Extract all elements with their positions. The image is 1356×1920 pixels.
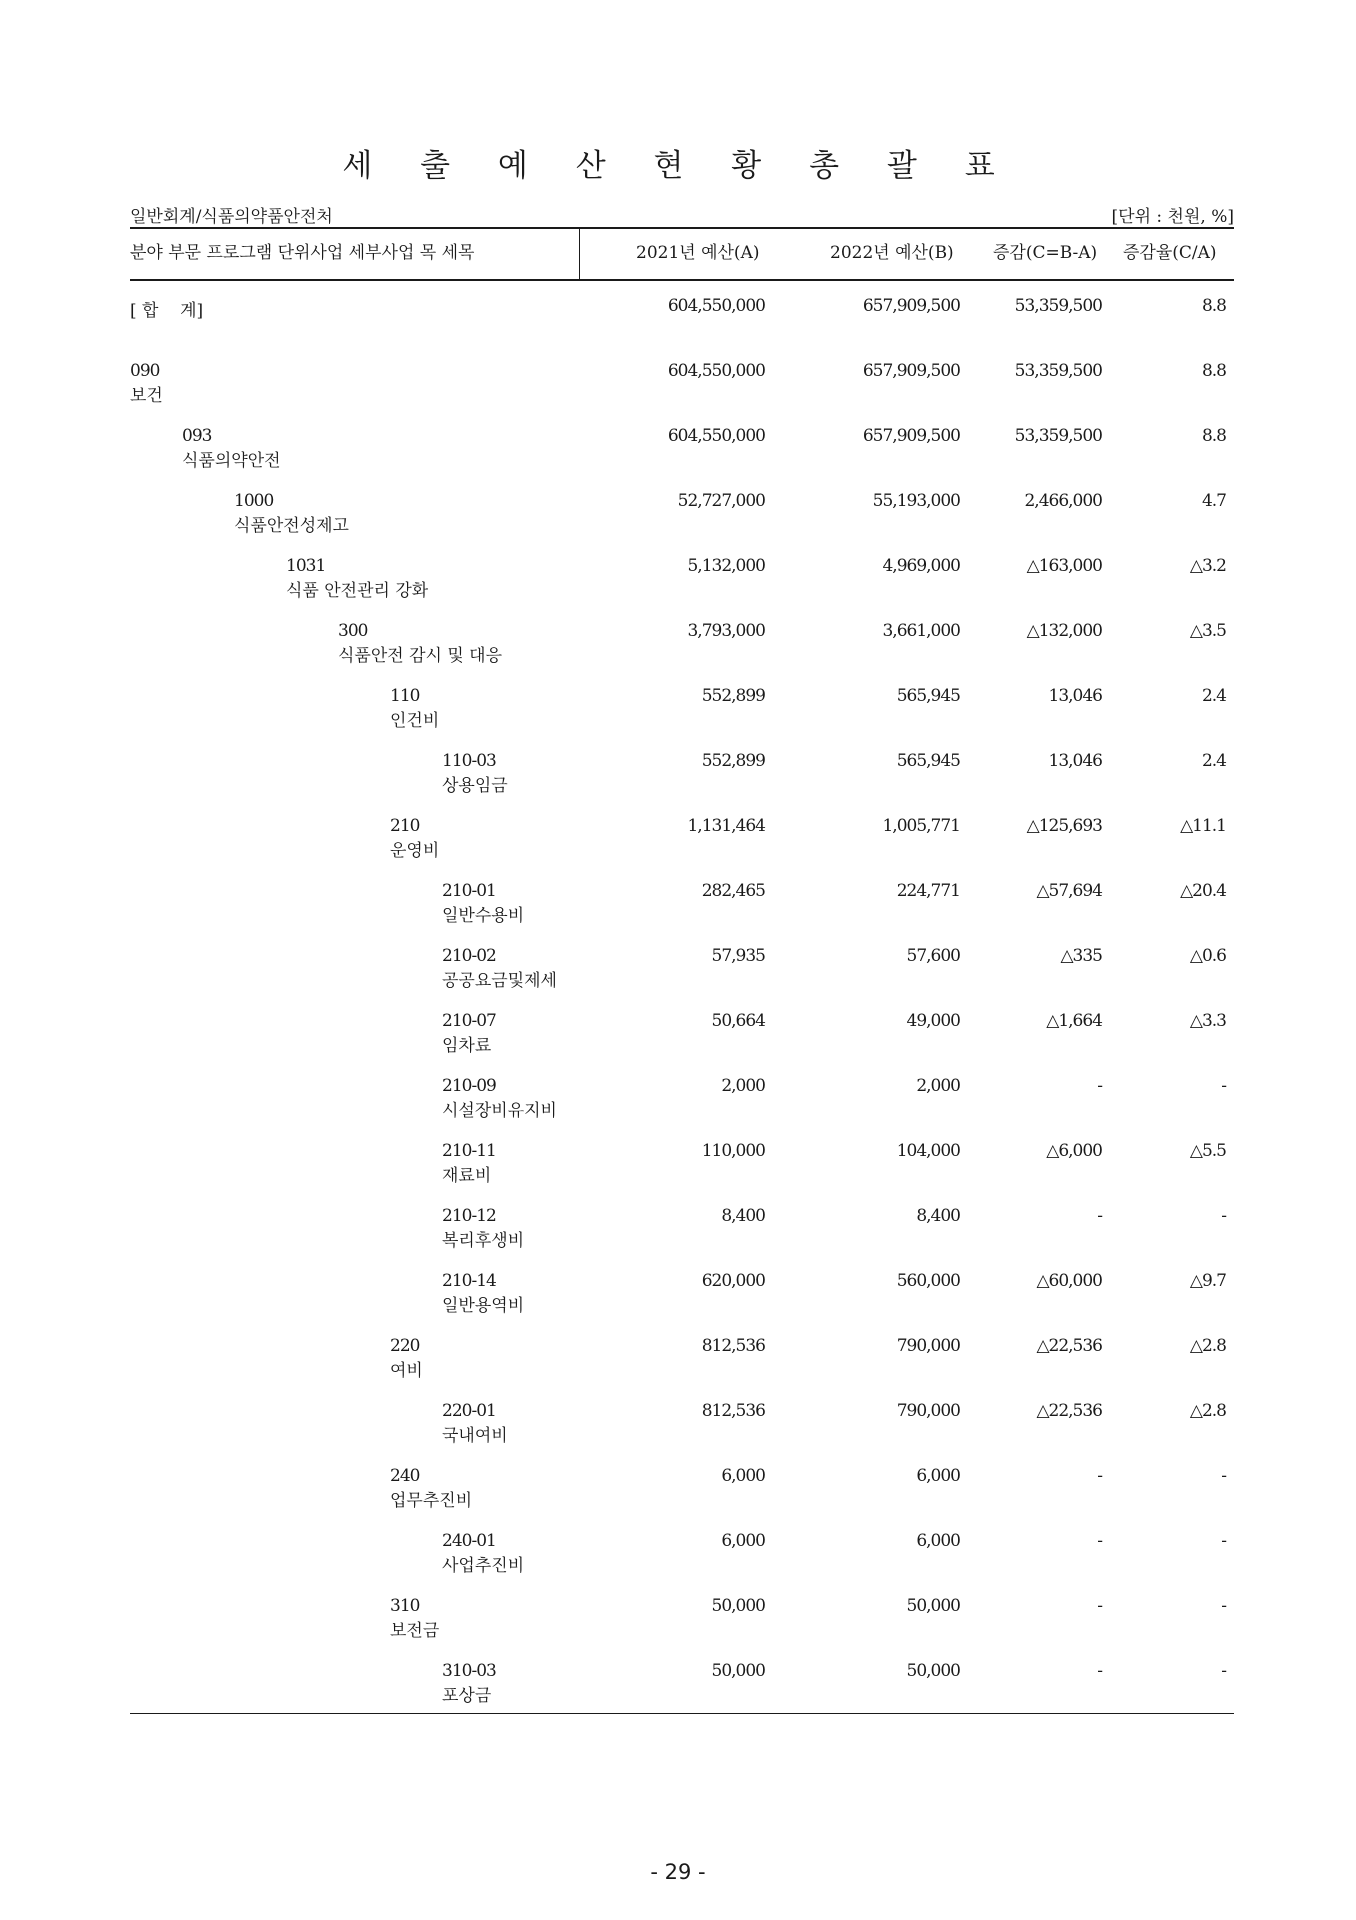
header-budget-2022: 2022년 예산(B) xyxy=(830,243,954,263)
table-row xyxy=(0,1466,1356,1526)
row-budget-2021: 52,727,000 xyxy=(677,491,765,511)
row-code: 093 xyxy=(182,426,212,446)
row-change: △1,664 xyxy=(1046,1011,1102,1031)
row-name: 식품의약안전 xyxy=(182,451,281,471)
table-row xyxy=(0,751,1356,811)
row-change-rate: - xyxy=(1221,1466,1226,1486)
row-name: 인건비 xyxy=(390,711,440,731)
row-code: 210-02 xyxy=(442,946,496,966)
row-change: △125,693 xyxy=(1026,816,1102,836)
row-budget-2021: 604,550,000 xyxy=(667,426,765,446)
row-budget-2021: 552,899 xyxy=(701,751,765,771)
row-name: 운영비 xyxy=(390,841,440,861)
row-code: 240-01 xyxy=(442,1531,496,1551)
row-budget-2022: 49,000 xyxy=(906,1011,960,1031)
header-budget-2021: 2021년 예산(A) xyxy=(636,243,760,263)
table-row xyxy=(0,1336,1356,1396)
unit-label: [단위 : 천원, %] xyxy=(1111,207,1234,227)
row-budget-2021: 552,899 xyxy=(701,686,765,706)
row-change: △60,000 xyxy=(1036,1271,1102,1291)
table-row xyxy=(0,946,1356,1006)
header-change: 증감(C=B-A) xyxy=(993,243,1098,263)
row-change: 13,046 xyxy=(1048,751,1102,771)
row-name: 국내여비 xyxy=(442,1426,508,1446)
table-row xyxy=(0,1271,1356,1331)
row-budget-2022: 6,000 xyxy=(916,1531,960,1551)
total-label: [ 합 계] xyxy=(130,301,204,321)
row-change-rate: △3.5 xyxy=(1189,621,1226,641)
row-name: 식품 안전관리 강화 xyxy=(286,581,429,601)
row-change: △335 xyxy=(1060,946,1102,966)
row-budget-2022: 565,945 xyxy=(896,751,960,771)
row-budget-2022: 57,600 xyxy=(906,946,960,966)
row-name: 공공요금및제세 xyxy=(442,971,557,991)
row-budget-2021: 50,664 xyxy=(711,1011,765,1031)
row-change: 53,359,500 xyxy=(1014,426,1102,446)
row-change-rate: - xyxy=(1221,1661,1226,1681)
header-category: 분야 부문 프로그램 단위사업 세부사업 목 세목 xyxy=(130,243,475,263)
row-code: 240 xyxy=(390,1466,420,1486)
row-budget-2021: 812,536 xyxy=(701,1336,765,1356)
row-change: - xyxy=(1097,1076,1102,1096)
row-budget-2022: 6,000 xyxy=(916,1466,960,1486)
header-change-rate: 증감율(C/A) xyxy=(1123,243,1217,263)
row-name: 보건 xyxy=(130,386,163,406)
row-change-rate: 8.8 xyxy=(1201,426,1226,446)
row-code: 210-14 xyxy=(442,1271,496,1291)
row-budget-2021: 6,000 xyxy=(721,1466,765,1486)
row-change-rate: △0.6 xyxy=(1189,946,1226,966)
row-budget-2021: 604,550,000 xyxy=(667,361,765,381)
table-row xyxy=(0,881,1356,941)
row-budget-2022: 50,000 xyxy=(906,1596,960,1616)
row-change-rate: 4.7 xyxy=(1201,491,1226,511)
total-change: 53,359,500 xyxy=(1014,296,1102,316)
row-change: - xyxy=(1097,1206,1102,1226)
row-budget-2022: 560,000 xyxy=(896,1271,960,1291)
row-name: 일반수용비 xyxy=(442,906,525,926)
row-name: 상용임금 xyxy=(442,776,508,796)
row-change: - xyxy=(1097,1531,1102,1551)
row-budget-2022: 3,661,000 xyxy=(882,621,960,641)
row-budget-2022: 657,909,500 xyxy=(862,426,960,446)
row-change-rate: △2.8 xyxy=(1189,1336,1226,1356)
row-budget-2022: 565,945 xyxy=(896,686,960,706)
table-row xyxy=(0,621,1356,681)
row-budget-2022: 4,969,000 xyxy=(882,556,960,576)
row-budget-2021: 812,536 xyxy=(701,1401,765,1421)
header-bottom-rule xyxy=(130,279,1234,281)
row-budget-2022: 50,000 xyxy=(906,1661,960,1681)
row-budget-2022: 8,400 xyxy=(916,1206,960,1226)
row-code: 210-09 xyxy=(442,1076,496,1096)
row-name: 포상금 xyxy=(442,1686,492,1706)
account-label: 일반회계/식품의약품안전처 xyxy=(130,207,333,227)
row-change-rate: - xyxy=(1221,1076,1226,1096)
table-row xyxy=(0,686,1356,746)
row-change: 2,466,000 xyxy=(1024,491,1102,511)
total-budget-2021: 604,550,000 xyxy=(667,296,765,316)
row-change: △22,536 xyxy=(1036,1336,1102,1356)
page-number: - 29 - xyxy=(650,1860,706,1884)
table-row xyxy=(0,361,1356,421)
row-budget-2021: 1,131,464 xyxy=(687,816,765,836)
row-change: - xyxy=(1097,1596,1102,1616)
row-change: - xyxy=(1097,1661,1102,1681)
row-budget-2021: 57,935 xyxy=(711,946,765,966)
total-budget-2022: 657,909,500 xyxy=(862,296,960,316)
row-code: 210 xyxy=(390,816,420,836)
row-budget-2021: 5,132,000 xyxy=(687,556,765,576)
row-change: 53,359,500 xyxy=(1014,361,1102,381)
table-row xyxy=(0,426,1356,486)
row-change: △163,000 xyxy=(1026,556,1102,576)
row-budget-2022: 657,909,500 xyxy=(862,361,960,381)
row-name: 보전금 xyxy=(390,1621,440,1641)
row-budget-2021: 282,465 xyxy=(701,881,765,901)
table-row xyxy=(0,1011,1356,1071)
row-code: 1000 xyxy=(234,491,274,511)
row-name: 식품안전성제고 xyxy=(234,516,349,536)
row-budget-2022: 1,005,771 xyxy=(882,816,960,836)
row-change-rate: △5.5 xyxy=(1189,1141,1226,1161)
table-row xyxy=(0,1596,1356,1656)
row-change: △132,000 xyxy=(1026,621,1102,641)
row-budget-2021: 3,793,000 xyxy=(687,621,765,641)
table-bottom-rule xyxy=(130,1713,1234,1714)
row-change-rate: △11.1 xyxy=(1180,816,1226,836)
row-name: 업무추진비 xyxy=(390,1491,473,1511)
table-row xyxy=(0,491,1356,551)
page-title: 세 출 예 산 현 황 총 괄 표 xyxy=(342,148,1014,184)
row-code: 1031 xyxy=(286,556,326,576)
row-name: 일반용역비 xyxy=(442,1296,525,1316)
row-budget-2021: 110,000 xyxy=(701,1141,765,1161)
table-row xyxy=(0,816,1356,876)
row-change: 13,046 xyxy=(1048,686,1102,706)
row-code: 090 xyxy=(130,361,160,381)
row-change: - xyxy=(1097,1466,1102,1486)
row-name: 재료비 xyxy=(442,1166,492,1186)
row-code: 210-07 xyxy=(442,1011,496,1031)
row-budget-2021: 6,000 xyxy=(721,1531,765,1551)
total-rate: 8.8 xyxy=(1201,296,1226,316)
row-budget-2022: 55,193,000 xyxy=(872,491,960,511)
table-row xyxy=(0,1206,1356,1266)
table-row xyxy=(0,1141,1356,1201)
table-row xyxy=(0,556,1356,616)
row-change-rate: △3.3 xyxy=(1189,1011,1226,1031)
row-change-rate: △3.2 xyxy=(1189,556,1226,576)
row-code: 220 xyxy=(390,1336,420,1356)
table-row xyxy=(0,1531,1356,1591)
row-name: 시설장비유지비 xyxy=(442,1101,557,1121)
row-code: 300 xyxy=(338,621,368,641)
row-name: 사업추진비 xyxy=(442,1556,525,1576)
header-divider xyxy=(579,228,580,279)
row-budget-2021: 8,400 xyxy=(721,1206,765,1226)
table-row xyxy=(0,1401,1356,1461)
row-name: 여비 xyxy=(390,1361,423,1381)
row-budget-2021: 2,000 xyxy=(721,1076,765,1096)
row-budget-2021: 620,000 xyxy=(701,1271,765,1291)
row-budget-2021: 50,000 xyxy=(711,1661,765,1681)
row-change-rate: 2.4 xyxy=(1201,751,1226,771)
row-code: 310-03 xyxy=(442,1661,496,1681)
row-change-rate: 8.8 xyxy=(1201,361,1226,381)
row-change-rate: - xyxy=(1221,1206,1226,1226)
row-change-rate: - xyxy=(1221,1596,1226,1616)
row-code: 210-11 xyxy=(442,1141,496,1161)
row-change-rate: 2.4 xyxy=(1201,686,1226,706)
row-code: 210-12 xyxy=(442,1206,496,1226)
row-change: △57,694 xyxy=(1036,881,1102,901)
row-budget-2022: 104,000 xyxy=(896,1141,960,1161)
row-budget-2022: 2,000 xyxy=(916,1076,960,1096)
row-change-rate: △2.8 xyxy=(1189,1401,1226,1421)
row-budget-2021: 50,000 xyxy=(711,1596,765,1616)
row-change-rate: △20.4 xyxy=(1180,881,1226,901)
row-budget-2022: 224,771 xyxy=(896,881,960,901)
row-change: △22,536 xyxy=(1036,1401,1102,1421)
row-code: 310 xyxy=(390,1596,420,1616)
header-top-rule xyxy=(130,227,1234,229)
row-code: 110 xyxy=(390,686,420,706)
row-budget-2022: 790,000 xyxy=(896,1401,960,1421)
row-code: 210-01 xyxy=(442,881,496,901)
row-budget-2022: 790,000 xyxy=(896,1336,960,1356)
row-code: 110-03 xyxy=(442,751,496,771)
total-row xyxy=(0,296,1356,356)
row-change-rate: - xyxy=(1221,1531,1226,1551)
row-change: △6,000 xyxy=(1046,1141,1102,1161)
row-code: 220-01 xyxy=(442,1401,496,1421)
table-row xyxy=(0,1661,1356,1721)
row-name: 임차료 xyxy=(442,1036,492,1056)
row-change-rate: △9.7 xyxy=(1189,1271,1226,1291)
table-row xyxy=(0,1076,1356,1136)
row-name: 복리후생비 xyxy=(442,1231,525,1251)
row-name: 식품안전 감시 및 대응 xyxy=(338,646,503,666)
